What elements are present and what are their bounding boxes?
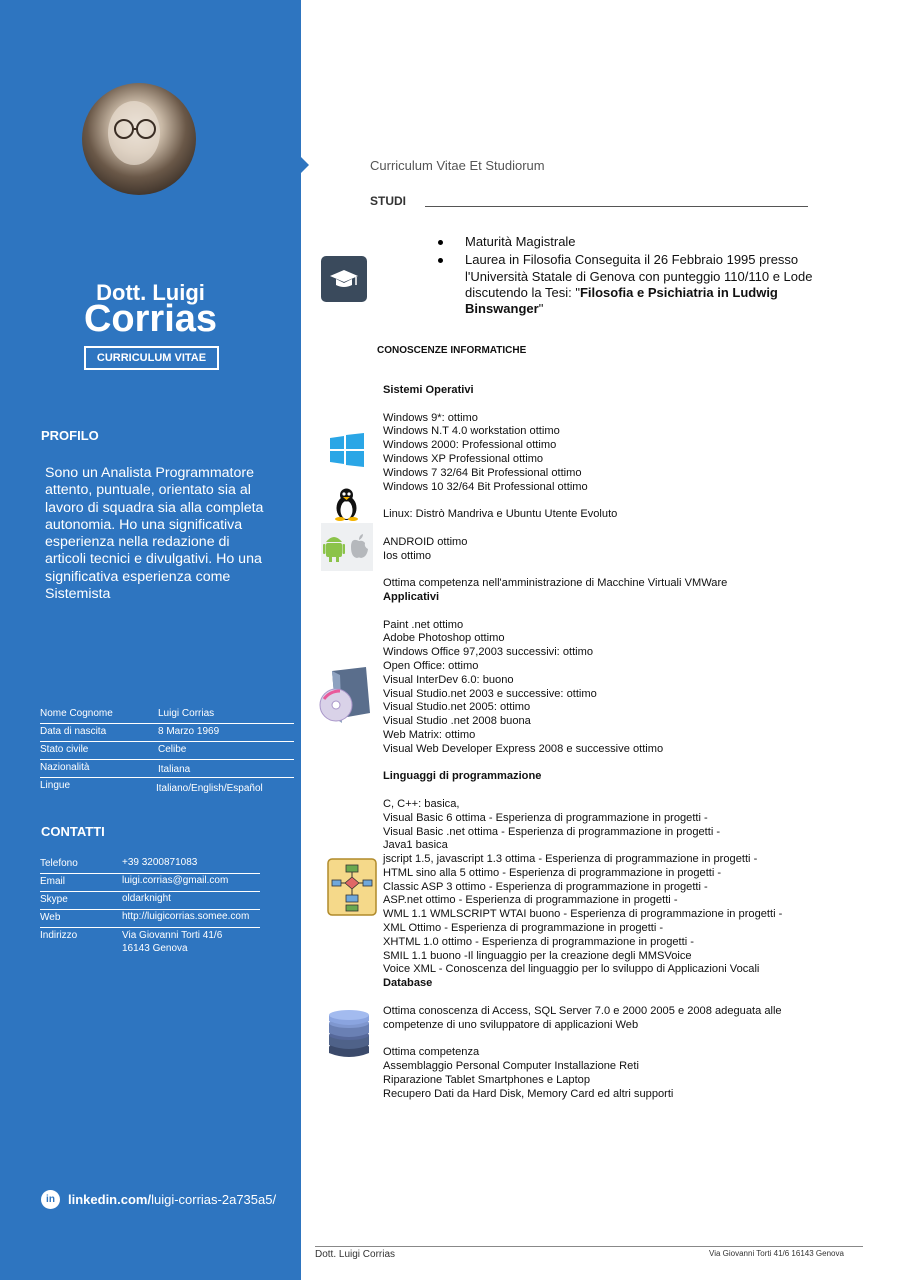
skill-line: ASP.net ottimo - Esperienza di programmazione in progetti - [383,894,678,907]
skill-line: competenze di uno sviluppatore di applicazioni Web [383,1018,639,1031]
linkedin-icon: in [41,1190,60,1209]
software-box-cd-icon [318,665,374,727]
contact-value[interactable]: luigi.corrias@gmail.com [122,875,229,886]
contact-value [122,930,222,955]
skill-line: Adobe Photoshop ottimo [383,632,505,645]
thesis-title: Filosofia e Psichiatria in Ludwig Binswanger [465,284,778,317]
database-icon [327,1009,371,1059]
skill-line: Visual Studio .net 2008 buona [383,715,531,728]
skill-line: Windows 2000: Professional ottimo [383,439,557,452]
flowchart-scroll-icon [324,857,380,917]
blank-line [383,991,853,1005]
windows-icon [329,433,365,467]
info-label: Nome Cognome [40,708,113,719]
contact-row-phone [40,856,260,874]
section-heading: Applicativi [383,590,440,603]
linkedin-link[interactable] [41,1190,276,1209]
section-heading: Database [383,977,433,990]
contact-label: Email [40,876,66,887]
contacts-title: CONTATTI [41,824,105,839]
skill-line: Windows 10 32/64 Bit Professional ottimo [383,480,588,493]
info-value: 8 Marzo 1969 [158,726,220,737]
section-heading: Sistemi Operativi [383,384,474,396]
contact-row-email [40,874,260,892]
skill-line: Visual Web Developer Express 2008 e successive ottimo [383,742,664,755]
skills-content [383,384,853,1101]
contact-row-skype [40,892,260,910]
contacts-table [40,856,260,958]
blank-line [383,784,853,798]
skill-line: Windows 7 32/64 Bit Professional ottimo [383,466,582,479]
skill-line: XHTML 1.0 ottimo - Esperienza di programmazione in progetti - [383,935,694,948]
contact-value[interactable]: oldarknight [122,893,171,904]
footer-name: Dott. Luigi Corrias [315,1249,396,1260]
info-value: Italiano/English/Español [156,783,263,794]
personal-info-table [40,706,294,795]
studi-title: STUDI [370,194,406,208]
section-heading: Linguaggi di programmazione [383,770,542,783]
bullet-icon [438,258,443,263]
skill-line: Windows N.T 4.0 workstation ottimo [383,425,560,438]
studi-item-text: Laurea in Filosofia Conseguita il 26 Febbraio 1995 presso l'Università Statale di Genova con punteggio 110/110 e Lode discutendo la Tesi: " [465,252,813,300]
info-row-languages [40,778,294,795]
linkedin-path: luigi-corrias-2a735a5/ [151,1192,277,1207]
skill-line: Open Office: ottimo [383,659,479,672]
address-line2: 16143 Genova [122,942,188,954]
skill-line: Visual Basic .net ottima - Esperienza di programmazione in progetti - [383,825,721,838]
info-row-nationality [40,760,294,778]
skill-line: Visual Studio.net 2003 e successive: ottimo [383,687,597,700]
skill-line: Riparazione Tablet Smartphones e Laptop [383,1073,591,1086]
skill-line: Classic ASP 3 ottimo - Esperienza di programmazione in progetti - [383,880,708,893]
blank-line [383,757,853,771]
info-label: Nazionalità [40,762,90,773]
profile-text: Sono un Analista Programmatore attento, puntuale, orientato sia al lavoro di squadra sia alla completa autonomia. Ho una significativa esperienza nella redazione di articoli tecnici e divulgativi. Ho una significativa esperienza come Sistemista [45,465,264,603]
skill-line: Visual InterDev 6.0: buono [383,673,514,686]
skill-line: XML Ottimo - Esperienza di programmazione in progetti - [383,922,664,935]
blank-line [383,605,853,619]
name-last: Corrias [83,298,218,340]
name-first: Dott. Luigi [96,280,205,305]
bullet-icon [438,240,443,245]
skill-line: C, C++: basica, [383,797,460,810]
studi-item-tail: " [538,301,544,317]
blank-line [383,398,853,412]
skill-line: Linux: Distrò Mandriva e Ubuntu Utente Evoluto [383,508,618,521]
skill-line: WML 1.1 WMLSCRIPT WTAI buono - Esperienza di programmazione in progetti - [383,908,783,921]
skill-line: Windows XP Professional ottimo [383,452,544,465]
footer-divider [315,1246,863,1247]
document-header: Curriculum Vitae Et Studiorum [370,158,545,173]
graduation-cap-icon [321,256,367,302]
studi-item-text: Maturità Magistrale [465,234,576,249]
skill-line: Web Matrix: ottimo [383,728,476,741]
skill-line: Ios ottimo [383,549,432,562]
info-label: Stato civile [40,744,89,755]
contact-label: Telefono [40,858,78,869]
skill-line: Voice XML - Conoscenza del linguaggio per lo sviluppo di Applicazioni Vocali [383,963,760,976]
skill-line: jscript 1.5, javascript 1.3 ottima - Esperienza di programmazione in progetti - [383,853,758,866]
skill-line: Visual Studio.net 2005: ottimo [383,701,531,714]
linkedin-domain: linkedin.com/ [68,1192,152,1207]
list-item [438,234,838,250]
skill-line: Assemblaggio Personal Computer Installazione Reti [383,1060,639,1073]
info-value: Luigi Corrias [158,708,215,719]
skill-line: Ottima competenza [383,1046,480,1059]
footer-address: Via Giovanni Torti 41/6 16143 Genova [709,1249,844,1258]
linux-tux-icon [333,488,360,521]
skill-line: Paint .net ottimo [383,618,464,631]
profile-title: PROFILO [41,428,99,443]
contact-row-web [40,910,260,928]
skill-line: Windows 9*: ottimo [383,411,478,424]
list-item [438,252,838,317]
contact-label: Web [40,912,61,923]
blank-line [383,522,853,536]
skill-line: Visual Basic 6 ottima - Esperienza di programmazione in progetti - [383,811,708,824]
blank-line [383,1032,853,1046]
info-value: Celibe [158,744,187,755]
cv-label: CURRICULUM VITAE [84,346,219,370]
sidebar-notch [300,156,309,174]
skill-line: Ottima conoscenza di Access, SQL Server 7.0 e 2000 2005 e 2008 adeguata alle [383,1004,782,1017]
studi-list [438,234,838,319]
info-row-name [40,706,294,724]
info-row-birth [40,724,294,742]
android-apple-icon [321,523,373,571]
contact-label: Indirizzo [40,930,78,941]
info-label: Data di nascita [40,726,107,737]
skill-line: ANDROID ottimo [383,535,468,548]
info-label: Lingue [40,780,71,791]
skill-line: Recupero Dati da Hard Disk, Memory Card ed altri supporti [383,1087,674,1100]
contact-value[interactable]: http://luigicorrias.somee.com [122,911,250,922]
info-row-status [40,742,294,760]
skill-line: Java1 basica [383,839,448,852]
contact-value[interactable]: +39 3200871083 [122,857,198,868]
info-value: Italiana [158,764,191,775]
avatar [82,83,196,195]
contact-row-address [40,928,260,958]
blank-line [383,494,853,508]
contact-label: Skype [40,894,68,905]
conoscenze-title: CONOSCENZE INFORMATICHE [377,345,527,356]
blank-line [383,563,853,577]
skill-line: Windows Office 97,2003 successivi: ottimo [383,646,594,659]
skill-line: Ottima competenza nell'amministrazione di Macchine Virtuali VMWare [383,577,728,590]
skill-line: SMIL 1.1 buono -Il linguaggio per la creazione degli MMSVoice [383,949,692,962]
divider [425,206,808,207]
address-line1: Via Giovanni Torti 41/6 [122,930,223,941]
sidebar [0,0,301,1280]
skill-line: HTML sino alla 5 ottimo - Esperienza di programmazione in progetti - [383,866,722,879]
